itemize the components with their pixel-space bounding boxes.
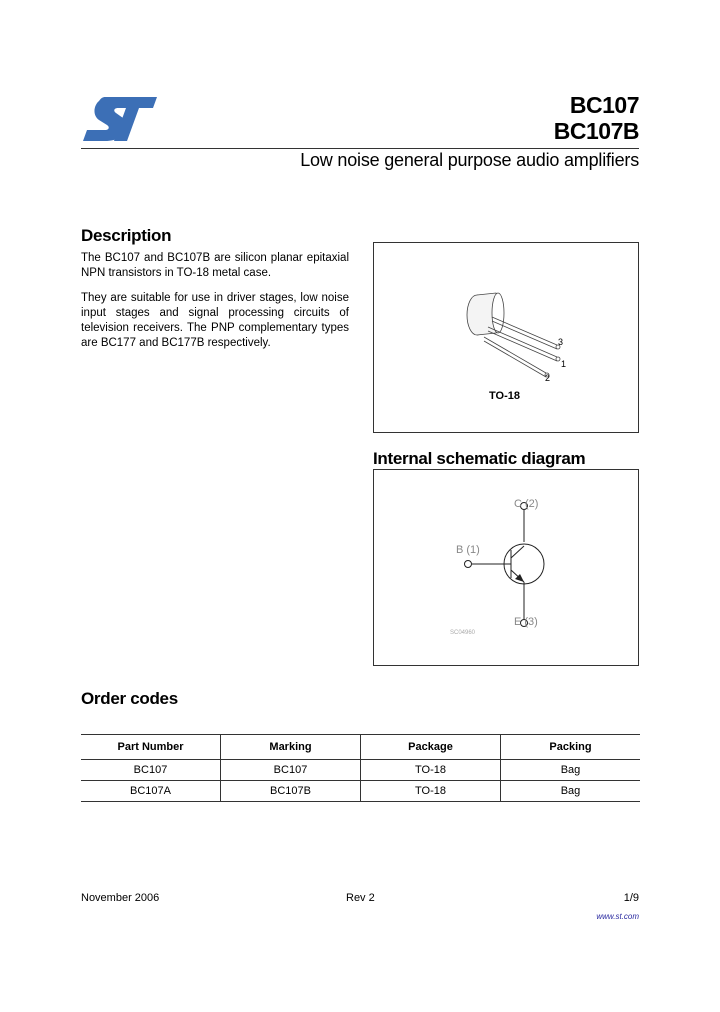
pin-label-3: 3 bbox=[558, 337, 564, 347]
column-header-part-number: Part Number bbox=[81, 735, 221, 760]
description-heading: Description bbox=[81, 226, 172, 245]
website-link[interactable]: www.st.com bbox=[596, 912, 639, 921]
table-row bbox=[81, 781, 640, 802]
part-number-primary: BC107 bbox=[569, 92, 639, 118]
cell-marking: BC107B bbox=[221, 781, 361, 802]
cell-package: TO-18 bbox=[361, 781, 501, 802]
part-number-secondary: BC107B bbox=[553, 118, 639, 144]
cell-packing: Bag bbox=[501, 760, 641, 781]
base-label: B (1) bbox=[456, 544, 480, 556]
footer-page-number: 1/9 bbox=[623, 892, 639, 904]
description-paragraph-2: They are suitable for use in driver stages, low noise input stages and signal processing circuits of television receivers. The PNP complementary types are BC177 and BC177B respectively. bbox=[81, 292, 349, 349]
document-subtitle: Low noise general purpose audio amplifiers bbox=[300, 150, 639, 170]
schematic-box bbox=[373, 469, 639, 666]
npn-transistor-symbol bbox=[374, 470, 638, 665]
table-header-row bbox=[81, 735, 640, 760]
collector-label: C (2) bbox=[514, 498, 539, 510]
footer-revision: Rev 2 bbox=[346, 892, 375, 904]
emitter-label: E (3) bbox=[514, 616, 538, 628]
cell-part-number: BC107 bbox=[81, 760, 221, 781]
cell-part-number: BC107A bbox=[81, 781, 221, 802]
st-logo bbox=[81, 95, 159, 143]
header-rule bbox=[81, 148, 639, 149]
description-paragraph-1: The BC107 and BC107B are silicon planar epitaxial NPN transistors in TO-18 metal case. bbox=[81, 252, 349, 279]
cell-marking: BC107 bbox=[221, 760, 361, 781]
pin-label-2: 2 bbox=[545, 373, 551, 383]
schematic-code: SC04960 bbox=[450, 630, 476, 636]
column-header-packing: Packing bbox=[501, 735, 641, 760]
column-header-marking: Marking bbox=[221, 735, 361, 760]
cell-package: TO-18 bbox=[361, 760, 501, 781]
to18-package-drawing bbox=[374, 243, 638, 432]
footer-date: November 2006 bbox=[81, 892, 160, 904]
schematic-heading: Internal schematic diagram bbox=[373, 449, 586, 468]
pin-label-1: 1 bbox=[561, 359, 567, 369]
order-codes-table bbox=[81, 734, 640, 802]
cell-packing: Bag bbox=[501, 781, 641, 802]
column-header-package: Package bbox=[361, 735, 501, 760]
package-caption: TO-18 bbox=[489, 390, 520, 402]
package-figure-box bbox=[373, 242, 639, 433]
order-codes-heading: Order codes bbox=[81, 689, 178, 708]
table-row bbox=[81, 760, 640, 781]
